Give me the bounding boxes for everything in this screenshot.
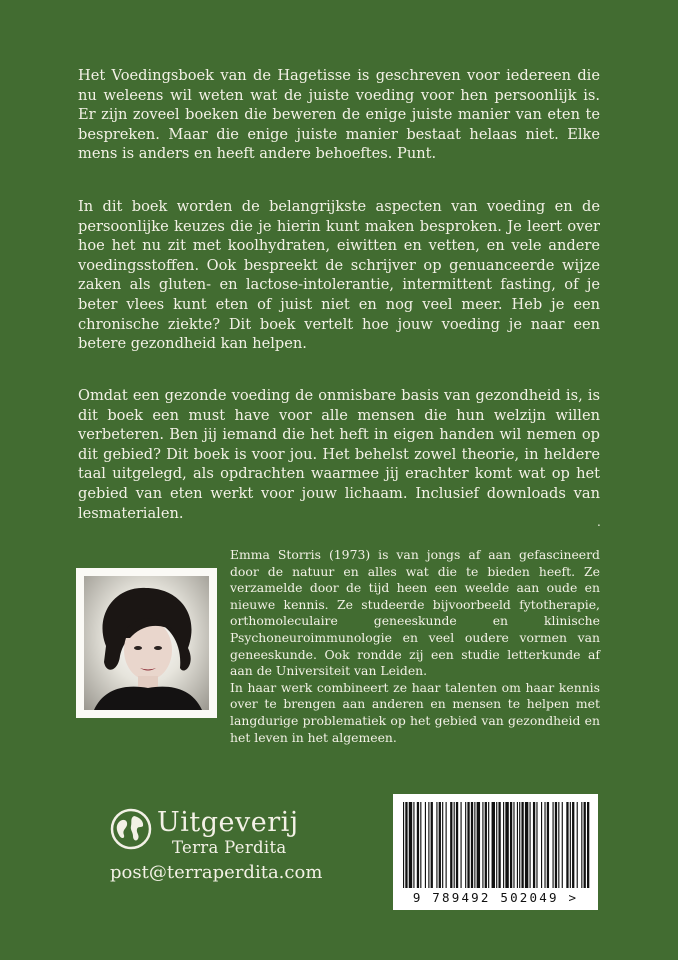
description-paragraph-2: In dit boek worden de belangrijkste aspecten van voeding en de persoonlijke keuzes die je hierin kunt maken besproken. Je leert over hoe het nu zit met koolhydraten, eiwitten en vetten, en vele andere voedingsstoffen. Ook bespreekt de schrijver op genuanceerde wijze zaken als gluten- en lactose-intolerantie, intermittent fasting, of je beter vlees kunt eten of juist niet en nog veel meer. Heb je een chronische ziekte? Dit boek vertelt hoe jouw voeding je naar een betere gezondheid kan helpen. [78,198,600,353]
barcode-bar [517,802,518,888]
barcode-bar [454,802,455,888]
barcode-bar [420,802,421,888]
author-photo [84,576,209,710]
barcode-bar [555,802,557,888]
barcode-bar [485,802,487,888]
barcode-bar [461,802,462,888]
author-bio-paragraph-2: In haar werk combineert ze haar talenten om haar kennis over te brengen aan anderen en mensen te helpen met langdurige problematiek op het gebied van gezondheid en het leven in het algemeen. [230,679,600,745]
barcode-bar [558,802,559,888]
barcode-bar [570,802,571,888]
globe-icon [110,808,152,850]
barcode-bar [510,802,512,888]
publisher-name: Uitgeverij [157,807,299,838]
barcode-bar [521,802,523,888]
barcode-bar [450,802,452,888]
publisher-email: post@terraperdita.com [110,862,323,883]
author-bio [230,547,600,746]
barcode-bar [519,802,520,888]
barcode-bar [425,802,426,888]
author-portrait-image [84,576,209,710]
barcode-bar [446,802,447,888]
barcode-bar [417,802,419,888]
barcode-bar [577,802,578,888]
barcode-bar [413,802,414,888]
barcode-bar [503,802,504,888]
barcode-bar [536,802,537,888]
barcode-bar [474,802,475,888]
barcode-bar [471,802,473,888]
barcode-bar [562,802,563,888]
barcode-bar [477,802,480,888]
barcode-bar [403,802,404,888]
barcode-bar [405,802,407,888]
description-paragraph-1: Het Voedingsboek van de Hagetisse is geschreven voor iedereen die nu weleens wil weten wat de juiste voeding voor hen persoonlijk is. Er zijn zoveel boeken die beweren de enige juiste manier van eten te bespreken. Maar die enige juiste manier bestaat helaas niet. Elke mens is anders en heeft andere behoeftes. Punt. [78,67,600,163]
barcode-bar [439,802,441,888]
barcode-bar [496,802,497,888]
barcode-bar [584,802,586,888]
barcode-bar [488,802,489,888]
barcode-bar [456,802,458,888]
description-paragraph-3: Omdat een gezonde voeding de onmisbare basis van gezondheid is, is dit boek een must have voor alle mensen die hun welzijn willen verbeteren. Ben jij iemand die het heft in eigen handen wil nemen op dit gebied? Dit boek is voor jou. Het behelst zowel theorie, in heldere taal uitgelegd, als opdrachten waarmee jij erachter komt wat op het gebied van eten werkt voor jouw lichaam. Inclusief downloads van lesmaterialen. [78,387,600,522]
isbn-number: 9 789492 502049 > [412,890,579,905]
publisher-imprint: Terra Perdita [172,838,287,857]
isbn-barcode [393,794,598,910]
barcode-bar [431,802,433,888]
barcode-bars [393,794,598,890]
barcode-bar [530,802,531,888]
barcode-bar [482,802,483,888]
barcode-bar [566,802,568,888]
barcode-bar [505,802,508,888]
barcode-bar [544,802,545,888]
barcode-bar [587,802,589,888]
barcode-bar [541,802,542,888]
barcode-bar [581,802,582,888]
barcode-bar [533,802,535,888]
barcode-bar [492,802,495,888]
barcode-bar [467,802,469,888]
barcode-bar [465,802,466,888]
barcode-bar [442,802,443,888]
barcode-bar [498,802,500,888]
barcode-bar [525,802,528,888]
stray-mark: . [597,515,601,529]
author-photo-frame [76,568,217,718]
barcode-bar [436,802,437,888]
barcode-bar [428,802,429,888]
barcode-bar [553,802,554,888]
barcode-bar [513,802,514,888]
barcode-bar [409,802,412,888]
barcode-bar [572,802,574,888]
barcode-bar [547,802,549,888]
author-bio-paragraph-1: Emma Storris (1973) is van jongs af aan gefascineerd door de natuur en alles wat die te bieden heeft. Ze verzamelde door de tijd heen een weelde aan oude en nieuwe kennis. Ze studeerde bijvoorbeeld fytotherapie, orthomoleculaire geneeskunde en klinische Psychoneuroimmunologie en veel oudere vormen van geneeskunde. Ook rondde zij een studie letterkunde af aan de Universiteit van Leiden. [230,547,600,679]
